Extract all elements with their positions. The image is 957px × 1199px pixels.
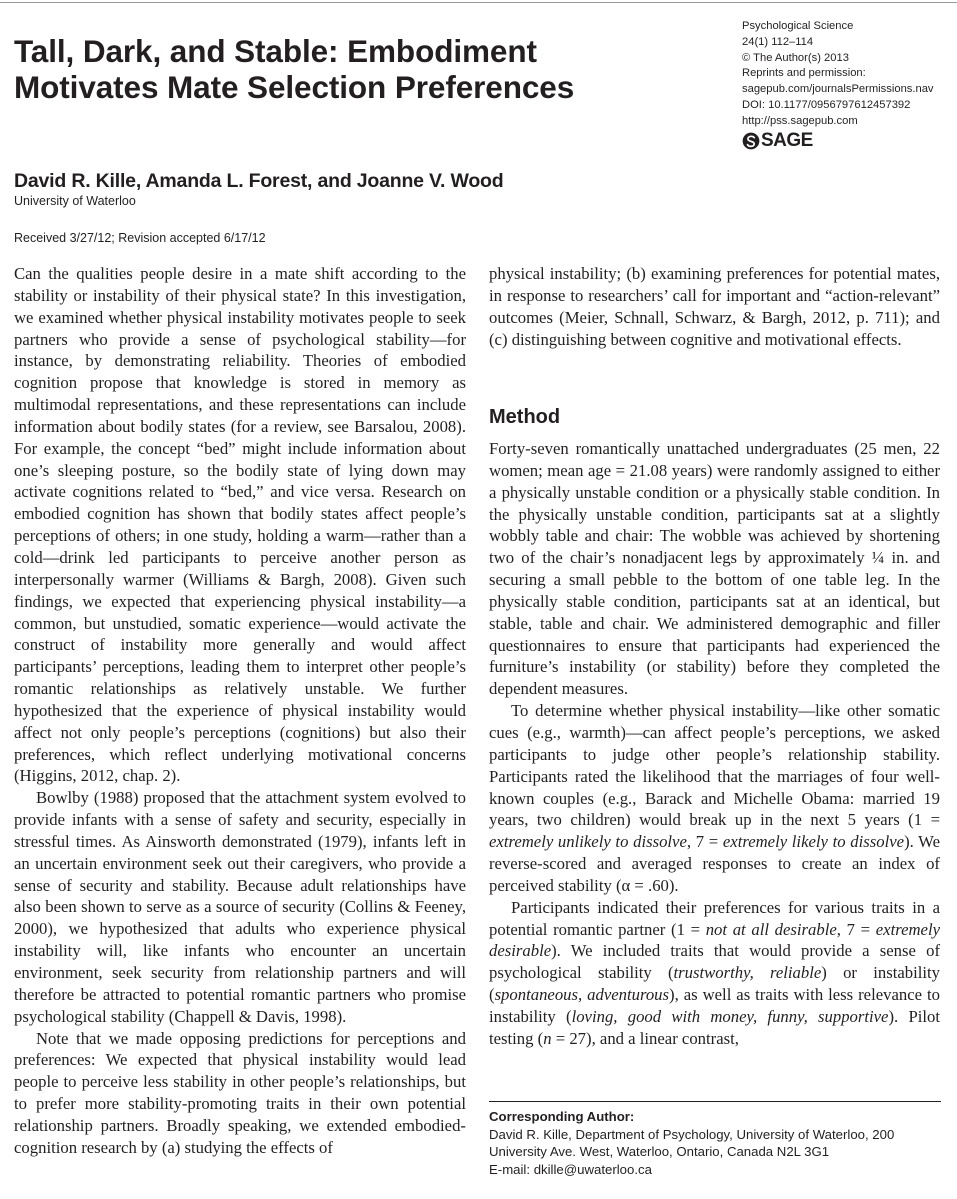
corresponding-heading: Corresponding Author: — [489, 1109, 635, 1124]
reprints-label: Reprints and permission: — [742, 67, 866, 80]
method-heading: Method — [489, 406, 561, 428]
journal-name: Psychological Science — [742, 20, 854, 32]
method-section — [489, 438, 940, 1050]
intro-paragraph-1: Can the qualities people desire in a mate shift according to the stability or instability of their physical state? In this investigation, we examined whether physical instability motivates people to seek partners who provide a sense of psychological stability—for instance, by demonstrating reliability. Theories of embodied cognition propose that knowledge is stored in memory as multimodal representations, and these representations can include information about bodily states (for a review, see Barsalou, 2008). For example, the concept “bed” might include information about one’s sleeping posture, so the bodily state of lying down may activate cognitions related to “bed,” and vice versa. Research on embodied cognition has shown that bodily states affect people’s perceptions of others; in one study, holding a warm—rather than a cold—drink led participants to perceive another person as interpersonally warmer (Williams & Bargh, 2008). Given such findings, we expected that experiencing physical instability—a common, but unstudied, somatic experience—would activate the construct of instability more generally and would affect participants’ perceptions, leading them to interpret other people’s romantic relationships as relatively unstable. We further hypothesized that the experience of physical instability would affect not only people’s perceptions (cognitions) but also their preferences, which reflect underlying motivational concerns (Higgins, 2012, chap. 2). — [14, 264, 466, 786]
sage-logo-icon — [742, 132, 760, 150]
corresponding-address-1: David R. Kille, Department of Psychology, University of Waterloo, 200 — [489, 1126, 895, 1142]
corresponding-author — [489, 1108, 949, 1178]
journal-url[interactable]: http://pss.sagepub.com — [742, 114, 858, 127]
left-column — [14, 263, 466, 1159]
affiliation: University of Waterloo — [14, 194, 136, 208]
doi[interactable]: DOI: 10.1177/0956797612457392 — [742, 98, 911, 111]
publisher-name: SAGE — [761, 129, 813, 151]
intro-paragraph-2: Bowlby (1988) proposed that the attachment system evolved to provide infants with a sense of safety and security, especially in stressful times. As Ainsworth demonstrated (1979), infants left in an uncertain environment seek out their caregivers, who provide a sense of security and stability. Because adult relationships have also been shown to serve as a source of security (Collins & Feeney, 2000), we hypothesized that adults who experience physical instability will, like infants who encounter an uncertain environment, seek security from relationship partners and will therefore be attracted to potential romantic partners who promise psychological stability (Chappell & Davis, 1998). — [14, 788, 466, 1026]
corresponding-email[interactable]: E-mail: dkille@uwaterloo.ca — [489, 1161, 652, 1177]
reprints-link[interactable]: sagepub.com/journalsPermissions.nav — [742, 83, 934, 96]
publisher-logo — [742, 131, 952, 151]
copyright-notice: © The Author(s) 2013 — [742, 51, 849, 64]
corresponding-rule — [489, 1101, 941, 1102]
intro-paragraph-3: Note that we made opposing predictions for perceptions and preferences: We expected that physical instability would lead people to perceive less stability in other people’s relationships, but to prefer more stability-promoting traits in their own potential relationship partners. Broadly speaking, we extended embodied-cognition research by (a) studying the effects of — [14, 1028, 466, 1157]
journal-volume-pages: 24(1) 112–114 — [742, 35, 814, 48]
intro-paragraph-continued: physical instability; (b) examining preferences for potential mates, in response to researchers’ call for important and “action-relevant” outcomes (Meier, Schnall, Schwarz, & Bargh, 2012, p. 711); and (c) distinguishing between cognitive and motivational effects. — [489, 264, 940, 349]
article-title — [14, 33, 654, 105]
method-paragraph-2: To determine whether physical instability—like other somatic cues (e.g., warmth)—can affect people’s perceptions, we asked participants to judge other people’s relationship stability. Participants rated the likelihood that the marriages of four well-known couples (e.g., Barack and Michelle Obama: married 19 years, two children) would break up in the next 5 years (1 = extremely unlikely to dissolve, 7 = extremely likely to dissolve). We reverse-scored and averaged responses to create an index of perceived stability (α = .60). — [489, 701, 941, 895]
received-dates: Received 3/27/12; Revision accepted 6/17/12 — [14, 231, 266, 245]
method-paragraph-1: Forty-seven romantically unattached undergraduates (25 men, 22 women; mean age = 21.08 years) were randomly assigned to either a physically unstable condition or a physically stable condition. In the physically unstable condition, participants sat at a slightly wobbly table and chair: The wobble was achieved by shortening two of the chair’s nonadjacent legs by approximately ¼ in. and securing a small pebble to the bottom of one table leg. In the physically stable condition, participants sat at an identical, but stable, table and chair. We administered demographic and filler questionnaires to ensure that participants had experienced the furniture’s instability (or stability) before they completed the dependent measures. — [489, 439, 940, 699]
top-rule — [0, 2, 957, 3]
title-line-1: Tall, Dark, and Stable: Embodiment — [14, 33, 537, 69]
right-column-top — [489, 263, 940, 350]
corresponding-address-2: University Ave. West, Waterloo, Ontario, Canada N2L 3G1 — [489, 1144, 830, 1160]
journal-meta — [742, 19, 952, 151]
title-line-2: Motivates Mate Selection Preferences — [14, 69, 575, 105]
method-paragraph-3: Participants indicated their preferences for various traits in a potential romantic partner (1 = not at all desirable, 7 = extremely desirable). We included traits that would provide a sense of psychological stability (trustworthy, reliable) or instability (spontaneous, adventurous), as well as traits with less relevance to instability (loving, good with money, funny, supportive). Pilot testing (n = 27), and a linear contrast, — [489, 897, 940, 1048]
author-list: David R. Kille, Amanda L. Forest, and Joanne V. Wood — [14, 170, 504, 192]
